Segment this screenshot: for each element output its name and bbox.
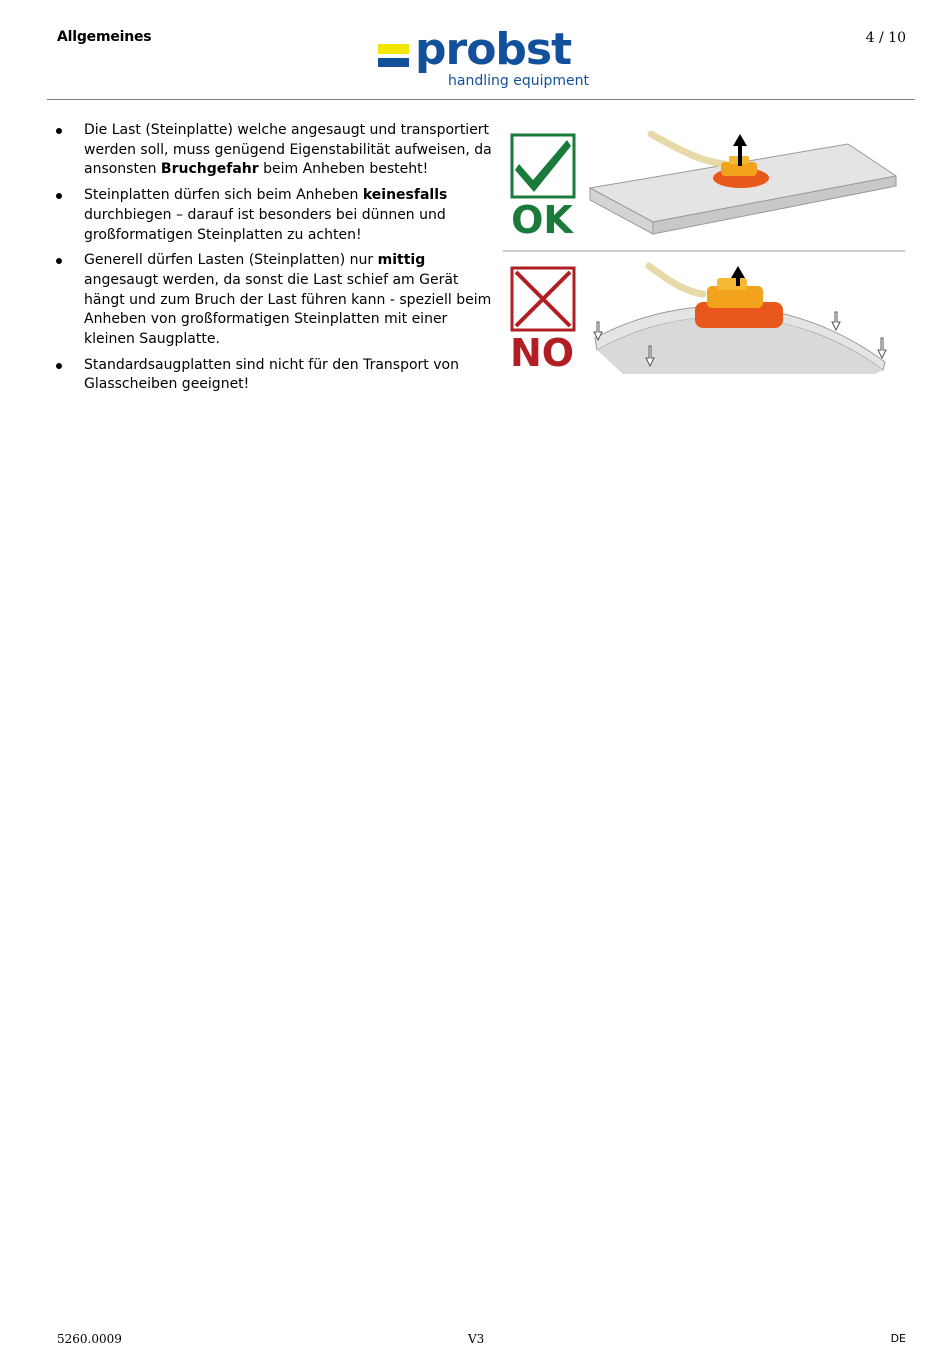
ok-no-illustration [503, 126, 907, 374]
bullet-text: beim Anheben besteht! [258, 161, 429, 178]
bullet-dot [56, 363, 62, 369]
vacuum-hose-no [649, 266, 703, 294]
header-divider [47, 99, 915, 100]
bullet-emphasis: Bruchgefahr [160, 161, 259, 178]
bullet-item [53, 121, 498, 180]
no-label: NO [509, 331, 575, 374]
bullet-text: durchbiegen – darauf ist besonders bei dünnen und großformatigen Steinplatten zu achten! [84, 206, 446, 243]
bullet-dot [56, 128, 62, 134]
probst-logo [378, 24, 590, 94]
bullet-dot [56, 193, 62, 199]
logo-yellow-bar [378, 44, 409, 54]
bullet-text: angesaugt werden, da sonst die Last schief am Gerät hängt und zum Bruch der Last führen kann - speziell beim Anheben von großformatigen Steinplatten mit einer kleinen Saugplatte. [84, 271, 492, 348]
logo-blue-bar [378, 58, 409, 67]
bullet-emphasis: keinesfalls [362, 187, 448, 204]
logo-wordmark: probst [415, 24, 572, 75]
vacuum-hose [651, 134, 725, 164]
document-number: 5260.0009 [57, 1332, 122, 1346]
bullet-text: Die Last (Steinplatte) welche angesaugt und transportiert werden soll, muss genügend Eigenstabilität aufweisen, da ansonsten [84, 122, 492, 178]
ok-panel [511, 134, 896, 242]
lift-arrow-icon-no [731, 266, 745, 278]
bullet-emphasis: mittig [377, 252, 426, 269]
bullet-text: Steinplatten dürfen sich beim Anheben [84, 187, 363, 204]
page-number: 4 / 10 [865, 30, 906, 46]
version-label: V3 [468, 1332, 485, 1346]
logo-tagline: handling equipment [448, 73, 589, 89]
bullet-dot [56, 258, 62, 264]
bullet-item [53, 251, 498, 350]
bullet-list [53, 121, 498, 401]
down-arrow-icon [878, 338, 886, 358]
bullet-text: Generell dürfen Lasten (Steinplatten) nur [84, 252, 378, 269]
ok-label: OK [511, 198, 573, 242]
lift-arrow-icon [733, 134, 747, 146]
bullet-text: Standardsaugplatten sind nicht für den Transport von Glasscheiben geeignet! [84, 356, 459, 393]
section-title: Allgemeines [57, 29, 152, 45]
down-arrow-icon [832, 312, 840, 330]
no-panel [510, 266, 886, 374]
bullet-item [53, 356, 498, 395]
illustration-svg [503, 126, 907, 374]
language-code: DE [890, 1332, 906, 1345]
bullet-item [53, 186, 498, 245]
